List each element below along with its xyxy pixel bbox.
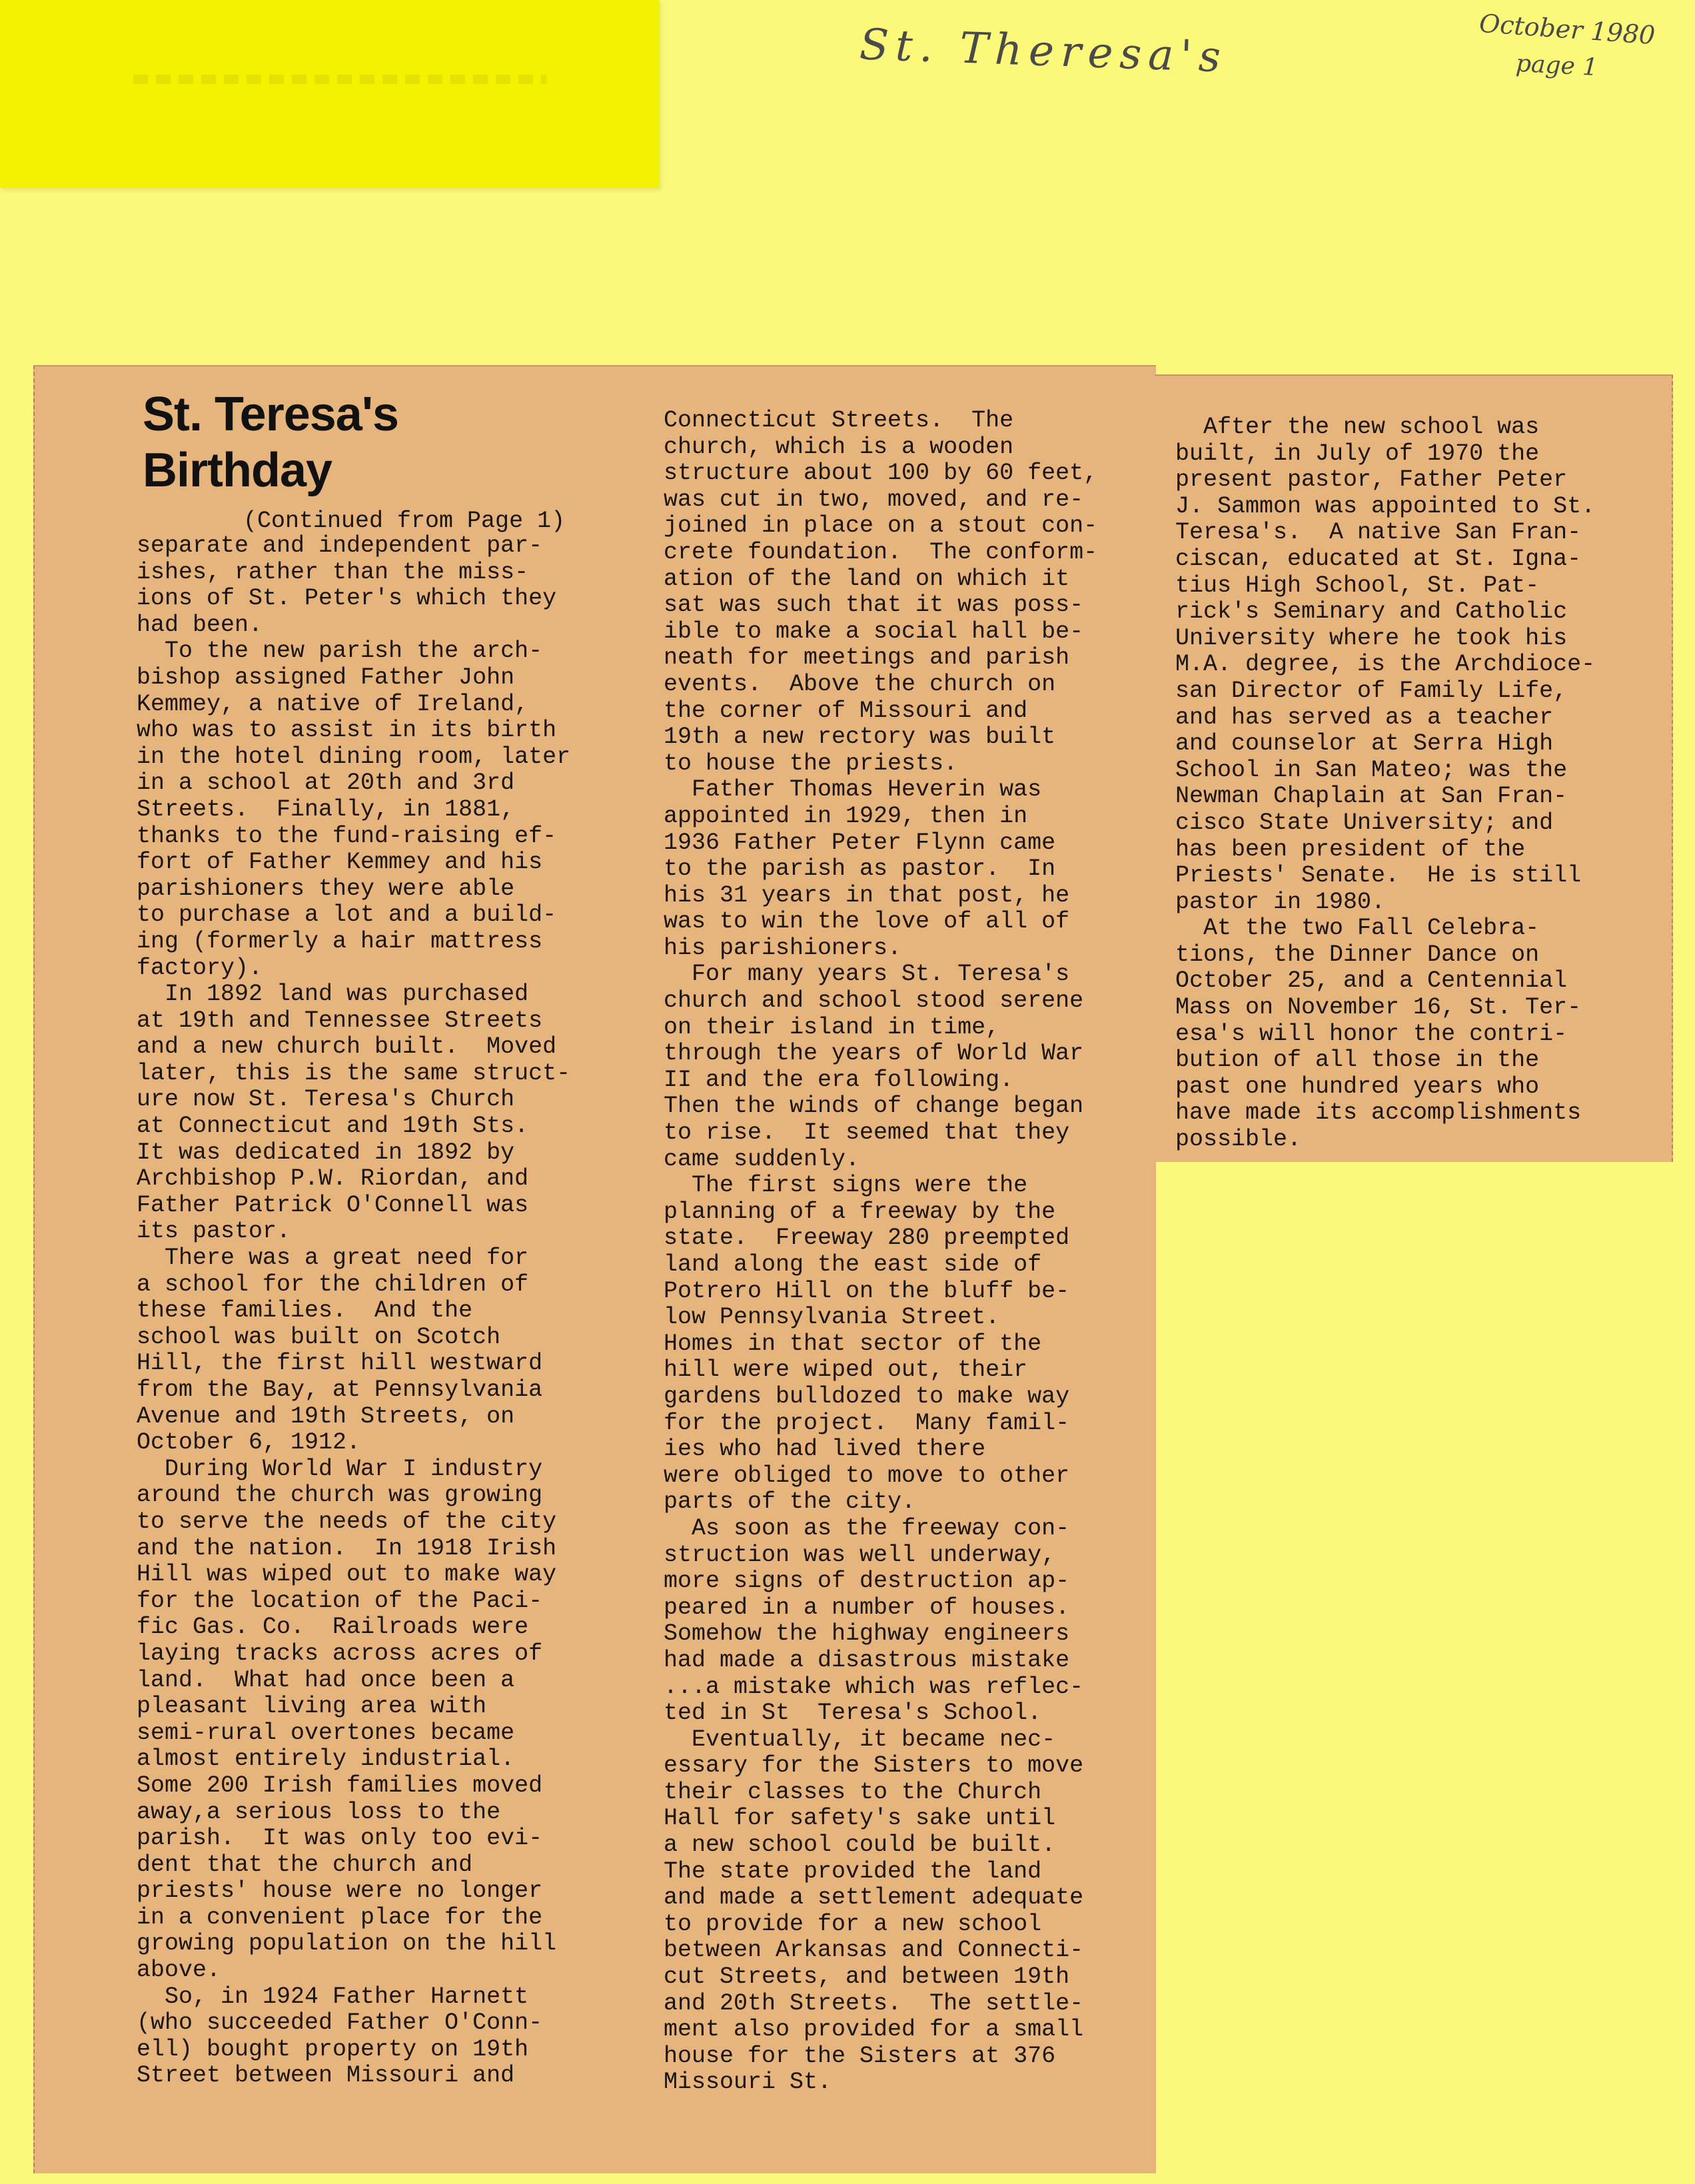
text-line: at Connecticut and 19th Sts. [137, 1113, 529, 1140]
text-line: and has served as a teacher [1175, 704, 1554, 731]
text-line: has been president of the [1175, 835, 1526, 863]
text-line: school was built on Scotch [137, 1323, 501, 1351]
text-line: priests' house were no longer [137, 1878, 543, 1905]
text-line: from the Bay, at Pennsylvania [137, 1376, 543, 1403]
text-line: Street between Missouri and [137, 2062, 515, 2089]
article-column-2 [664, 408, 1097, 2096]
text-line: Streets. Finally, in 1881, [137, 796, 515, 823]
text-line: ions of St. Peter's which they [137, 585, 557, 612]
text-line: pastor in 1980. [1175, 888, 1386, 915]
text-line: church and school stood serene [664, 987, 1084, 1015]
text-line: between Arkansas and Connecti- [664, 1937, 1084, 1964]
text-line: to the parish as pastor. In [664, 855, 1056, 883]
text-line: peared in a number of houses. [664, 1594, 1070, 1621]
text-line: his parishioners. [664, 934, 902, 961]
text-line: these families. And the [137, 1297, 473, 1325]
text-line: possible. [1175, 1126, 1302, 1153]
text-line: state. Freeway 280 preempted [664, 1225, 1070, 1252]
text-line: at 19th and Tennessee Streets [137, 1007, 543, 1034]
text-line: in a convenient place for the [137, 1904, 543, 1931]
text-line: October 25, and a Centennial [1175, 967, 1568, 995]
text-line: ted in St Teresa's School. [664, 1700, 1042, 1727]
text-line: built, in July of 1970 the [1175, 440, 1540, 467]
headline-line-2: Birthday [143, 444, 332, 497]
text-line: for the location of the Paci- [137, 1587, 543, 1614]
text-line: through the years of World War [664, 1040, 1084, 1067]
text-line: dent that the church and [137, 1851, 473, 1878]
text-line: growing population on the hill [137, 1930, 557, 1957]
text-line: and made a settlement adequate [664, 1884, 1084, 1911]
text-line: parish. It was only too evi- [137, 1825, 543, 1852]
text-line: his 31 years in that post, he [664, 881, 1070, 909]
text-line: II and the era following. [664, 1066, 1014, 1093]
text-line: The first signs were the [664, 1172, 1028, 1199]
text-line: appointed in 1929, then in [664, 802, 1028, 829]
text-line: more signs of destruction ap- [664, 1568, 1070, 1595]
text-line: laying tracks across acres of [137, 1640, 543, 1667]
text-line: Mass on November 16, St. Ter- [1175, 994, 1582, 1021]
text-line: a new school could be built. [664, 1832, 1056, 1859]
handwritten-title: St. Theresa's [858, 20, 1229, 83]
text-line: and the nation. In 1918 Irish [137, 1534, 557, 1562]
text-line: Eventually, it became nec- [664, 1726, 1056, 1753]
text-line: land. What had once been a [137, 1666, 515, 1694]
text-line: and a new church built. Moved [137, 1033, 557, 1061]
text-line: their classes to the Church [664, 1778, 1042, 1806]
text-line: struction was well underway, [664, 1541, 1056, 1568]
article-column-1 [137, 533, 570, 2089]
text-line: to rise. It seemed that they [664, 1119, 1070, 1147]
text-line: past one hundred years who [1175, 1073, 1540, 1100]
text-line: and counselor at Serra High [1175, 730, 1554, 758]
text-line: 1936 Father Peter Flynn came [664, 829, 1056, 856]
text-line: in a school at 20th and 3rd [137, 770, 515, 797]
handwritten-page-number: page 1 [1515, 49, 1599, 82]
text-line: Homes in that sector of the [664, 1330, 1042, 1357]
article-column-3 [1175, 414, 1595, 1153]
text-line: Avenue and 19th Streets, on [137, 1402, 515, 1430]
text-line: J. Sammon was appointed to St. [1175, 492, 1596, 520]
text-line: parts of the city. [664, 1488, 916, 1516]
text-line: were obliged to move to other [664, 1462, 1070, 1489]
headline-line-1: St. Teresa's [143, 388, 398, 441]
text-line: rick's Seminary and Catholic [1175, 598, 1568, 626]
text-line: Some 200 Irish families moved [137, 1772, 543, 1799]
text-line: neath for meetings and parish [664, 644, 1070, 672]
text-line: Kemmey, a native of Ireland, [137, 690, 529, 718]
text-line: Priests' Senate. He is still [1175, 862, 1582, 889]
sticky-note-tape-residue [133, 75, 546, 84]
text-line: factory). [137, 954, 263, 981]
text-line: Somehow the highway engineers [664, 1620, 1070, 1648]
text-line: fort of Father Kemmey and his [137, 849, 543, 876]
continued-note: (Continued from Page 1) [243, 508, 566, 534]
text-line: events. Above the church on [664, 670, 1056, 698]
text-line: around the church was growing [137, 1482, 543, 1509]
text-line: ciscan, educated at St. Igna- [1175, 545, 1582, 572]
text-line: was to win the love of all of [664, 908, 1070, 935]
text-line: As soon as the freeway con- [664, 1514, 1070, 1542]
text-line: house for the Sisters at 376 [664, 2042, 1056, 2069]
text-line: Potrero Hill on the bluff be- [664, 1277, 1070, 1305]
text-line: ies who had lived there [664, 1436, 986, 1463]
text-line: The state provided the land [664, 1858, 1042, 1885]
text-line: for the project. Many famil- [664, 1409, 1070, 1436]
text-line: esa's will honor the contri- [1175, 1020, 1568, 1047]
text-line: For many years St. Teresa's [664, 961, 1070, 988]
text-line: To the new parish the arch- [137, 638, 543, 665]
text-line: parishioners they were able [137, 875, 515, 902]
text-line: During World War I industry [137, 1455, 543, 1482]
text-line: had been. [137, 611, 263, 638]
text-line: hill were wiped out, their [664, 1357, 1028, 1384]
text-line: on their island in time, [664, 1013, 1000, 1041]
text-line: ment also provided for a small [664, 2016, 1084, 2043]
text-line: ible to make a social hall be- [664, 618, 1084, 645]
text-line: After the new school was [1175, 414, 1540, 440]
text-line: essary for the Sisters to move [664, 1752, 1084, 1780]
text-line: above. [137, 1957, 221, 1984]
text-line: a school for the children of [137, 1271, 529, 1298]
text-line: 19th a new rectory was built [664, 724, 1056, 751]
text-line: ...a mistake which was reflec- [664, 1673, 1084, 1700]
text-line: ure now St. Teresa's Church [137, 1086, 515, 1113]
text-line: to serve the needs of the city [137, 1508, 557, 1535]
text-line: Archbishop P.W. Riordan, and [137, 1165, 529, 1193]
text-line: School in San Mateo; was the [1175, 756, 1568, 784]
text-line: san Director of Family Life, [1175, 677, 1568, 704]
text-line: So, in 1924 Father Harnett [137, 1983, 529, 2010]
text-line: At the two Fall Celebra- [1175, 915, 1540, 942]
text-line: cisco State University; and [1175, 809, 1554, 836]
text-line: M.A. degree, is the Archdioce- [1175, 651, 1596, 678]
text-line: In 1892 land was purchased [137, 981, 529, 1008]
text-line: the corner of Missouri and [664, 697, 1028, 724]
text-line: Missouri St. [664, 2069, 832, 2096]
text-line: semi-rural overtones became [137, 1719, 515, 1746]
text-line: Then the winds of change began [664, 1093, 1084, 1120]
text-line: church, which is a wooden [664, 433, 1014, 460]
handwritten-date: October 1980 [1478, 8, 1656, 51]
text-line: tius High School, St. Pat- [1175, 572, 1540, 599]
text-line: crete foundation. The conform- [664, 538, 1098, 566]
sticky-note [0, 0, 660, 188]
text-line: away,a serious loss to the [137, 1798, 501, 1826]
text-line: and 20th Streets. The settle- [664, 1989, 1084, 2017]
text-line: to house the priests. [664, 750, 958, 777]
text-line: University where he took his [1175, 624, 1568, 652]
text-line: Hall for safety's sake until [664, 1805, 1056, 1832]
text-line: its pastor. [137, 1218, 291, 1245]
text-line: Hill was wiped out to make way [137, 1561, 557, 1588]
text-line: in the hotel dining room, later [137, 743, 571, 770]
text-line: have made its accomplishments [1175, 1099, 1582, 1127]
text-line: fic Gas. Co. Railroads were [137, 1614, 529, 1641]
text-line: gardens bulldozed to make way [664, 1382, 1070, 1410]
text-line: ation of the land on which it [664, 565, 1070, 592]
text-line: pleasant living area with [137, 1693, 487, 1720]
text-line: was cut in two, moved, and re- [664, 486, 1084, 513]
text-line: almost entirely industrial. [137, 1746, 515, 1773]
text-line: bishop assigned Father John [137, 664, 515, 691]
text-line: Father Thomas Heverin was [664, 776, 1042, 804]
text-line: October 6, 1912. [137, 1429, 361, 1456]
text-line: Hill, the first hill westward [137, 1350, 543, 1377]
text-line: Teresa's. A native San Fran- [1175, 519, 1582, 546]
text-line: separate and independent par- [137, 532, 543, 559]
text-line: land along the east side of [664, 1251, 1042, 1278]
text-line: joined in place on a stout con- [664, 512, 1098, 540]
text-line: came suddenly. [664, 1145, 860, 1173]
text-line: planning of a freeway by the [664, 1198, 1056, 1225]
text-line: Newman Chaplain at San Fran- [1175, 783, 1568, 810]
text-line: structure about 100 by 60 feet, [664, 460, 1098, 487]
text-line: who was to assist in its birth [137, 717, 557, 744]
text-line: sat was such that it was poss- [664, 592, 1084, 619]
text-line: Connecticut Streets. The [664, 407, 1014, 434]
text-line: present pastor, Father Peter [1175, 466, 1568, 494]
text-line: ing (formerly a hair mattress [137, 927, 543, 955]
text-line: (who succeeded Father O'Conn- [137, 2009, 543, 2037]
text-line: cut Streets, and between 19th [664, 1963, 1070, 1991]
text-line: had made a disastrous mistake [664, 1646, 1070, 1674]
text-line: low Pennsylvania Street. [664, 1304, 1000, 1331]
text-line: thanks to the fund-raising ef- [137, 822, 557, 849]
text-line: later, this is the same struct- [137, 1059, 571, 1087]
text-line: ishes, rather than the miss- [137, 558, 529, 586]
text-line: ell) bought property on 19th [137, 2035, 529, 2063]
text-line: to purchase a lot and a build- [137, 901, 557, 929]
text-line: bution of all those in the [1175, 1047, 1540, 1074]
article-headline [143, 386, 398, 498]
text-line: There was a great need for [137, 1245, 529, 1272]
text-line: Father Patrick O'Connell was [137, 1191, 529, 1219]
text-line: to provide for a new school [664, 1910, 1042, 1937]
text-line: tions, the Dinner Dance on [1175, 941, 1540, 968]
text-line: It was dedicated in 1892 by [137, 1139, 515, 1166]
